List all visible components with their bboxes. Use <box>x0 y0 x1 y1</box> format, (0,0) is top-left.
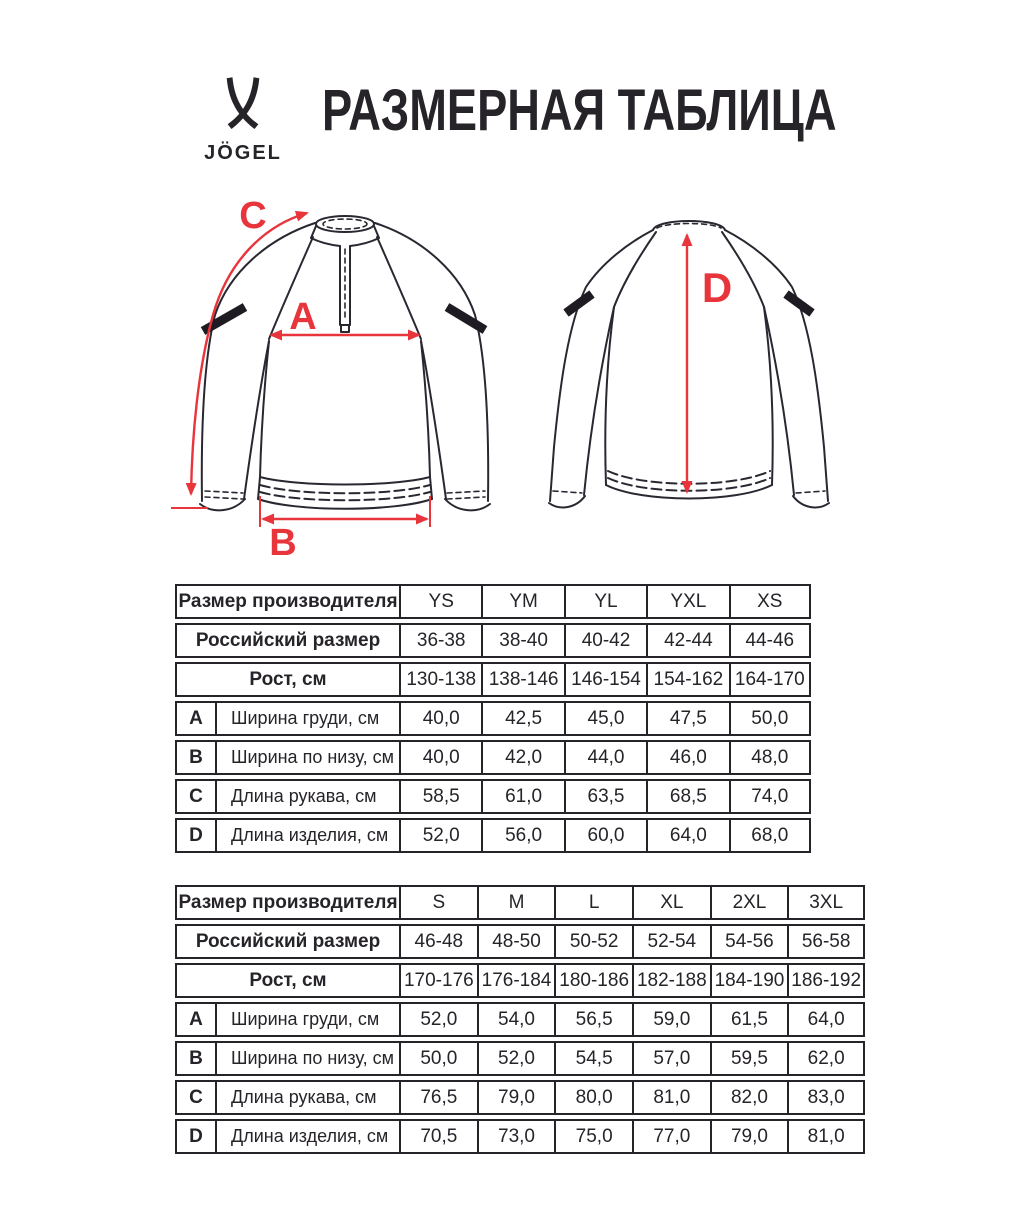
measure-label-cell: Ширина по низу, см <box>215 1041 399 1076</box>
measure-value-cell: 63,5 <box>564 779 646 814</box>
measure-value-cell: 52,0 <box>477 1041 555 1076</box>
garment-back-diagram <box>540 205 880 535</box>
back-garment-outline <box>549 221 829 507</box>
measure-row <box>175 1041 865 1076</box>
measure-value-cell: 58,5 <box>399 779 481 814</box>
measure-value-cell: 73,0 <box>477 1119 555 1154</box>
size-value-cell: 38-40 <box>481 623 563 658</box>
meta-row <box>175 924 865 959</box>
measure-row <box>175 701 811 736</box>
measure-value-cell: 76,5 <box>399 1080 477 1115</box>
measure-value-cell: 52,0 <box>399 818 481 853</box>
measure-value-cell: 79,0 <box>477 1080 555 1115</box>
measure-value-cell: 81,0 <box>632 1080 710 1115</box>
size-value-cell: 50-52 <box>554 924 632 959</box>
meta-row <box>175 584 811 619</box>
measure-label-d: D <box>701 264 733 311</box>
jogel-wordmark: JÖGEL <box>204 142 282 164</box>
size-value-cell: YS <box>399 584 481 619</box>
measure-value-cell: 81,0 <box>787 1119 865 1154</box>
measure-letter-cell: C <box>175 1080 215 1115</box>
measure-value-cell: 56,5 <box>554 1002 632 1037</box>
measure-row <box>175 1080 865 1115</box>
measure-value-cell: 52,0 <box>399 1002 477 1037</box>
right-sleeve-accent-stripe <box>447 307 485 330</box>
row-label-cell: Размер производителя <box>175 584 399 619</box>
measure-label-cell: Ширина груди, см <box>215 1002 399 1037</box>
row-label-cell: Российский размер <box>175 623 399 658</box>
row-label-cell: Размер производителя <box>175 885 399 920</box>
size-value-cell: 184-190 <box>710 963 788 998</box>
measure-value-cell: 75,0 <box>554 1119 632 1154</box>
page-title: РАЗМЕРНАЯ ТАБЛИЦА <box>322 78 837 143</box>
measure-value-cell: 50,0 <box>399 1041 477 1076</box>
size-value-cell: 56-58 <box>787 924 865 959</box>
size-value-cell: 176-184 <box>477 963 555 998</box>
size-value-cell: YXL <box>646 584 728 619</box>
size-value-cell: L <box>554 885 632 920</box>
size-value-cell: M <box>477 885 555 920</box>
measure-value-cell: 64,0 <box>646 818 728 853</box>
size-value-cell: 40-42 <box>564 623 646 658</box>
size-value-cell: S <box>399 885 477 920</box>
meta-row <box>175 963 865 998</box>
measure-value-cell: 40,0 <box>399 701 481 736</box>
measure-letter-cell: A <box>175 1002 215 1037</box>
measure-value-cell: 74,0 <box>729 779 811 814</box>
left-sleeve-accent-stripe-back <box>566 294 592 313</box>
measure-row <box>175 779 811 814</box>
meta-row <box>175 885 865 920</box>
measure-value-cell: 62,0 <box>787 1041 865 1076</box>
measure-row <box>175 818 811 853</box>
measure-label-c: C <box>239 195 267 237</box>
measure-value-cell: 40,0 <box>399 740 481 775</box>
size-value-cell: 170-176 <box>399 963 477 998</box>
size-value-cell: 42-44 <box>646 623 728 658</box>
measure-letter-cell: A <box>175 701 215 736</box>
size-value-cell: 138-146 <box>481 662 563 697</box>
measure-letter-cell: D <box>175 1119 215 1154</box>
measure-label-cell: Длина изделия, см <box>215 1119 399 1154</box>
measure-value-cell: 79,0 <box>710 1119 788 1154</box>
size-value-cell: 3XL <box>787 885 865 920</box>
measure-letter-cell: C <box>175 779 215 814</box>
measure-value-cell: 44,0 <box>564 740 646 775</box>
row-label-cell: Рост, см <box>175 963 399 998</box>
size-value-cell: 180-186 <box>554 963 632 998</box>
measure-value-cell: 82,0 <box>710 1080 788 1115</box>
row-label-cell: Российский размер <box>175 924 399 959</box>
measure-row <box>175 740 811 775</box>
measure-letter-cell: B <box>175 1041 215 1076</box>
front-garment-outline <box>200 216 490 510</box>
measure-value-cell: 68,5 <box>646 779 728 814</box>
adult-size-table <box>175 881 865 1158</box>
size-value-cell: YM <box>481 584 563 619</box>
measure-value-cell: 50,0 <box>729 701 811 736</box>
measure-value-cell: 54,0 <box>477 1002 555 1037</box>
measure-label-cell: Длина рукава, см <box>215 779 399 814</box>
size-value-cell: 36-38 <box>399 623 481 658</box>
measure-value-cell: 59,5 <box>710 1041 788 1076</box>
measure-value-cell: 48,0 <box>729 740 811 775</box>
measure-letter-cell: D <box>175 818 215 853</box>
measure-value-cell: 45,0 <box>564 701 646 736</box>
size-value-cell: 146-154 <box>564 662 646 697</box>
measure-value-cell: 70,5 <box>399 1119 477 1154</box>
size-value-cell: 48-50 <box>477 924 555 959</box>
measure-value-cell: 42,5 <box>481 701 563 736</box>
measure-letter-cell: B <box>175 740 215 775</box>
measure-value-cell: 56,0 <box>481 818 563 853</box>
size-value-cell: 154-162 <box>646 662 728 697</box>
size-value-cell: 54-56 <box>710 924 788 959</box>
garment-front-diagram <box>163 193 530 570</box>
size-value-cell: 44-46 <box>729 623 811 658</box>
measure-label-cell: Ширина груди, см <box>215 701 399 736</box>
size-value-cell: 130-138 <box>399 662 481 697</box>
measure-arrows-front <box>171 213 430 527</box>
size-value-cell: YL <box>564 584 646 619</box>
measure-row <box>175 1002 865 1037</box>
measure-value-cell: 59,0 <box>632 1002 710 1037</box>
measure-value-cell: 77,0 <box>632 1119 710 1154</box>
measure-value-cell: 61,0 <box>481 779 563 814</box>
measure-label-b: B <box>269 522 297 564</box>
measure-label-a: A <box>289 296 317 338</box>
row-label-cell: Рост, см <box>175 662 399 697</box>
meta-row <box>175 623 811 658</box>
size-value-cell: 2XL <box>710 885 788 920</box>
size-value-cell: XL <box>632 885 710 920</box>
size-value-cell: 52-54 <box>632 924 710 959</box>
measure-value-cell: 47,5 <box>646 701 728 736</box>
jogel-logo-icon <box>220 74 266 140</box>
size-value-cell: XS <box>729 584 811 619</box>
measure-value-cell: 80,0 <box>554 1080 632 1115</box>
measure-label-cell: Длина рукава, см <box>215 1080 399 1115</box>
measure-label-cell: Длина изделия, см <box>215 818 399 853</box>
measure-row <box>175 1119 865 1154</box>
measure-value-cell: 61,5 <box>710 1002 788 1037</box>
size-value-cell: 46-48 <box>399 924 477 959</box>
size-value-cell: 186-192 <box>787 963 865 998</box>
meta-row <box>175 662 811 697</box>
measure-value-cell: 46,0 <box>646 740 728 775</box>
measure-value-cell: 64,0 <box>787 1002 865 1037</box>
size-value-cell: 164-170 <box>729 662 811 697</box>
size-value-cell: 182-188 <box>632 963 710 998</box>
measure-value-cell: 57,0 <box>632 1041 710 1076</box>
right-sleeve-accent-stripe-back <box>786 294 812 313</box>
measure-value-cell: 54,5 <box>554 1041 632 1076</box>
measure-value-cell: 42,0 <box>481 740 563 775</box>
measure-label-cell: Ширина по низу, см <box>215 740 399 775</box>
youth-size-table <box>175 580 811 857</box>
measure-value-cell: 83,0 <box>787 1080 865 1115</box>
measure-value-cell: 60,0 <box>564 818 646 853</box>
measure-value-cell: 68,0 <box>729 818 811 853</box>
